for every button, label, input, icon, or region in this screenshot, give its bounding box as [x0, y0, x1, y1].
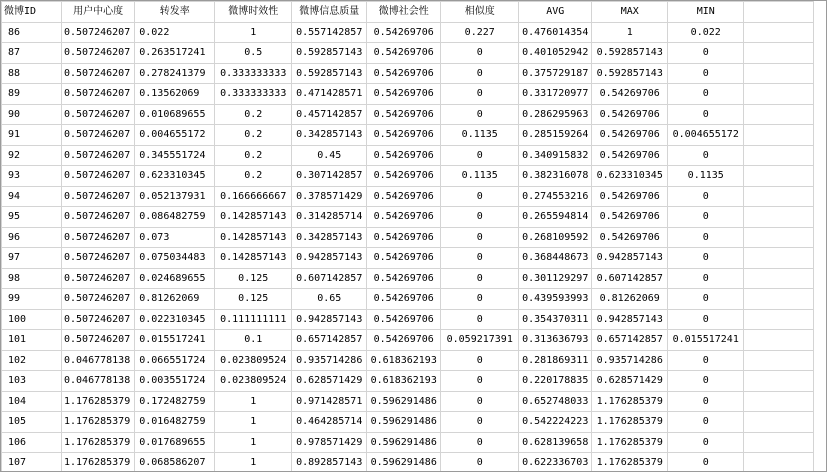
table-cell[interactable]: 0.1135: [441, 125, 519, 146]
table-cell[interactable]: [744, 145, 814, 166]
table-cell[interactable]: 0.342857143: [292, 125, 367, 146]
table-cell[interactable]: 0.010689655: [135, 104, 215, 125]
table-cell[interactable]: 104: [2, 391, 62, 412]
table-row: [2, 84, 814, 105]
table-cell[interactable]: 0.301129297: [519, 268, 592, 289]
table-row: [2, 432, 814, 453]
table-cell[interactable]: 0.1135: [668, 166, 744, 187]
table-cell[interactable]: 0.052137931: [135, 186, 215, 207]
table-cell[interactable]: 0: [441, 43, 519, 64]
table-cell[interactable]: 0.542224223: [519, 412, 592, 433]
table-cell[interactable]: 0: [668, 289, 744, 310]
table-cell[interactable]: 91: [2, 125, 62, 146]
table-cell[interactable]: 0.075034483: [135, 248, 215, 269]
table-body: [2, 22, 814, 472]
table-cell[interactable]: 0.618362193: [367, 371, 441, 392]
table-cell[interactable]: 0.592857143: [592, 63, 668, 84]
table-cell[interactable]: 0: [668, 248, 744, 269]
table-cell[interactable]: 0: [668, 227, 744, 248]
table-cell[interactable]: [744, 63, 814, 84]
table-cell[interactable]: 0.507246207: [62, 84, 135, 105]
table-cell[interactable]: 0.54269706: [367, 104, 441, 125]
table-cell[interactable]: 0.142857143: [215, 227, 292, 248]
table-cell[interactable]: 0.507246207: [62, 248, 135, 269]
table-cell[interactable]: 0.015517241: [668, 330, 744, 351]
table-cell[interactable]: 0.274553216: [519, 186, 592, 207]
table-cell[interactable]: 0.507246207: [62, 125, 135, 146]
table-cell[interactable]: 0: [668, 63, 744, 84]
table-cell[interactable]: 0: [441, 350, 519, 371]
table-cell[interactable]: 0.5: [215, 43, 292, 64]
table-row: [2, 350, 814, 371]
table-cell[interactable]: 1.176285379: [62, 391, 135, 412]
table-cell[interactable]: 0.54269706: [367, 145, 441, 166]
table-cell[interactable]: 0.54269706: [367, 227, 441, 248]
table-cell[interactable]: 0.54269706: [367, 207, 441, 228]
table-cell[interactable]: 106: [2, 432, 62, 453]
table-cell[interactable]: 0.54269706: [367, 268, 441, 289]
table-row: [2, 43, 814, 64]
table-cell[interactable]: 0: [441, 207, 519, 228]
table-cell[interactable]: 0: [441, 309, 519, 330]
table-cell[interactable]: 105: [2, 412, 62, 433]
table-cell[interactable]: 0.54269706: [592, 84, 668, 105]
table-row: [2, 145, 814, 166]
table-cell[interactable]: 0.65: [292, 289, 367, 310]
table-cell[interactable]: 87: [2, 43, 62, 64]
table-row: [2, 207, 814, 228]
table-cell[interactable]: 0: [668, 309, 744, 330]
table-cell[interactable]: 0.046778138: [62, 371, 135, 392]
table-cell[interactable]: 0.476014354: [519, 22, 592, 43]
table-cell[interactable]: [744, 207, 814, 228]
table-row: [2, 186, 814, 207]
table-cell[interactable]: 0.507246207: [62, 289, 135, 310]
table-cell[interactable]: 0.607142857: [292, 268, 367, 289]
table-cell[interactable]: 0: [441, 84, 519, 105]
table-cell[interactable]: 0.354370311: [519, 309, 592, 330]
table-cell[interactable]: 0.004655172: [668, 125, 744, 146]
table-cell[interactable]: 0.942857143: [592, 248, 668, 269]
column-header[interactable]: 微博信息质量: [292, 2, 367, 23]
table-cell[interactable]: 1: [215, 391, 292, 412]
table-cell[interactable]: 95: [2, 207, 62, 228]
table-cell[interactable]: 0: [441, 412, 519, 433]
table-cell[interactable]: [744, 453, 814, 472]
table-cell[interactable]: 1: [592, 22, 668, 43]
column-header[interactable]: 用户中心度: [62, 2, 135, 23]
column-header[interactable]: 微博社会性: [367, 2, 441, 23]
table-cell[interactable]: 0.592857143: [292, 63, 367, 84]
table-cell[interactable]: 0.125: [215, 289, 292, 310]
table-cell[interactable]: 0: [441, 186, 519, 207]
table-cell[interactable]: 0.016482759: [135, 412, 215, 433]
table-cell[interactable]: [744, 289, 814, 310]
table-cell[interactable]: 0.1: [215, 330, 292, 351]
table-cell[interactable]: 88: [2, 63, 62, 84]
table-cell[interactable]: 0: [668, 268, 744, 289]
table-cell[interactable]: 0.172482759: [135, 391, 215, 412]
table-cell[interactable]: 0.54269706: [367, 330, 441, 351]
table-cell[interactable]: 0: [441, 432, 519, 453]
table-cell[interactable]: 0: [668, 207, 744, 228]
table-cell[interactable]: 1: [215, 432, 292, 453]
table-cell[interactable]: 0.507246207: [62, 309, 135, 330]
table-cell[interactable]: 1.176285379: [62, 412, 135, 433]
table-cell[interactable]: [744, 309, 814, 330]
table-cell[interactable]: 0.54269706: [367, 84, 441, 105]
table-cell[interactable]: 0.623310345: [135, 166, 215, 187]
table-cell[interactable]: 0.142857143: [215, 207, 292, 228]
table-cell[interactable]: 0: [441, 453, 519, 472]
table-cell[interactable]: 0.003551724: [135, 371, 215, 392]
table-cell[interactable]: 0.439593993: [519, 289, 592, 310]
table-cell[interactable]: 0.628571429: [292, 371, 367, 392]
table-cell[interactable]: 0.81262069: [135, 289, 215, 310]
table-cell[interactable]: 0.652748033: [519, 391, 592, 412]
table-cell[interactable]: 0.557142857: [292, 22, 367, 43]
table-cell[interactable]: 0.340915832: [519, 145, 592, 166]
column-header[interactable]: MAX: [592, 2, 668, 23]
table-cell[interactable]: 0.331720977: [519, 84, 592, 105]
table-cell[interactable]: 0.54269706: [592, 227, 668, 248]
table-cell[interactable]: 0.1135: [441, 166, 519, 187]
table-cell[interactable]: 0.022310345: [135, 309, 215, 330]
table-cell[interactable]: 0.657142857: [292, 330, 367, 351]
table-cell[interactable]: 0.471428571: [292, 84, 367, 105]
table-cell[interactable]: 0: [441, 289, 519, 310]
table-cell[interactable]: 0.268109592: [519, 227, 592, 248]
table-cell[interactable]: 1: [215, 22, 292, 43]
table-row: [2, 412, 814, 433]
table-cell[interactable]: 0.059217391: [441, 330, 519, 351]
table-cell[interactable]: 0.507246207: [62, 63, 135, 84]
table-cell[interactable]: 102: [2, 350, 62, 371]
column-header[interactable]: 微博ID: [2, 2, 62, 23]
table-cell[interactable]: 0: [668, 453, 744, 472]
table-cell[interactable]: 0.342857143: [292, 227, 367, 248]
table-cell[interactable]: 0.596291486: [367, 432, 441, 453]
table-cell[interactable]: 0.023809524: [215, 350, 292, 371]
table-row: [2, 166, 814, 187]
table-cell[interactable]: 0.2: [215, 125, 292, 146]
table-cell[interactable]: 0.592857143: [292, 43, 367, 64]
table-cell[interactable]: 94: [2, 186, 62, 207]
table-cell[interactable]: 0.54269706: [592, 125, 668, 146]
table-cell[interactable]: 103: [2, 371, 62, 392]
table-cell[interactable]: 0.066551724: [135, 350, 215, 371]
table-cell[interactable]: 0.068586207: [135, 453, 215, 472]
table-cell[interactable]: 0.592857143: [592, 43, 668, 64]
table-cell[interactable]: 0: [668, 371, 744, 392]
table-cell[interactable]: 100: [2, 309, 62, 330]
table-cell[interactable]: 0.464285714: [292, 412, 367, 433]
table-cell[interactable]: [744, 391, 814, 412]
table-cell[interactable]: 0.125: [215, 268, 292, 289]
table-cell[interactable]: 0.285159264: [519, 125, 592, 146]
table-cell[interactable]: 0: [668, 145, 744, 166]
table-cell[interactable]: 0: [668, 186, 744, 207]
table-cell[interactable]: 0.015517241: [135, 330, 215, 351]
column-header[interactable]: 相似度: [441, 2, 519, 23]
table-cell[interactable]: 97: [2, 248, 62, 269]
table-cell[interactable]: 0: [668, 391, 744, 412]
table-row: [2, 330, 814, 351]
table-cell[interactable]: 0: [441, 268, 519, 289]
table-cell[interactable]: 89: [2, 84, 62, 105]
table-cell[interactable]: [744, 350, 814, 371]
table-cell[interactable]: 0.892857143: [292, 453, 367, 472]
table-cell[interactable]: 0.507246207: [62, 330, 135, 351]
table-row: [2, 371, 814, 392]
table-row: [2, 125, 814, 146]
table-cell[interactable]: 1: [215, 412, 292, 433]
table-cell[interactable]: 0.13562069: [135, 84, 215, 105]
table-cell[interactable]: [744, 227, 814, 248]
table-row: [2, 22, 814, 43]
table-cell[interactable]: [744, 84, 814, 105]
table-row: [2, 63, 814, 84]
table-cell[interactable]: 0.017689655: [135, 432, 215, 453]
table-cell[interactable]: 0.54269706: [592, 145, 668, 166]
table-cell[interactable]: [744, 22, 814, 43]
table-cell[interactable]: 93: [2, 166, 62, 187]
table-cell[interactable]: 0.142857143: [215, 248, 292, 269]
table-cell[interactable]: 0.54269706: [367, 22, 441, 43]
table-cell[interactable]: 101: [2, 330, 62, 351]
table-cell[interactable]: 0.022: [668, 22, 744, 43]
table-cell[interactable]: 0.024689655: [135, 268, 215, 289]
table-cell[interactable]: 1.176285379: [62, 432, 135, 453]
table-cell[interactable]: 0.618362193: [367, 350, 441, 371]
table-cell[interactable]: 0.935714286: [592, 350, 668, 371]
table-cell[interactable]: 0.596291486: [367, 453, 441, 472]
table-cell[interactable]: 0.657142857: [592, 330, 668, 351]
table-cell[interactable]: 0.45: [292, 145, 367, 166]
table-cell[interactable]: 0: [441, 104, 519, 125]
table-cell[interactable]: 0.81262069: [592, 289, 668, 310]
table-cell[interactable]: 0: [441, 248, 519, 269]
table-cell[interactable]: 0: [668, 432, 744, 453]
table-cell[interactable]: 0.220178835: [519, 371, 592, 392]
table-cell[interactable]: 0.368448673: [519, 248, 592, 269]
table-row: [2, 268, 814, 289]
table-cell[interactable]: 0.507246207: [62, 166, 135, 187]
table-cell[interactable]: 0.507246207: [62, 227, 135, 248]
table-cell[interactable]: 0.281869311: [519, 350, 592, 371]
table-cell[interactable]: 0.54269706: [367, 166, 441, 187]
table-cell[interactable]: 1.176285379: [592, 432, 668, 453]
table-cell[interactable]: 0.2: [215, 145, 292, 166]
table-cell[interactable]: 0.507246207: [62, 186, 135, 207]
table-cell[interactable]: 90: [2, 104, 62, 125]
table-cell[interactable]: 0.378571429: [292, 186, 367, 207]
table-cell[interactable]: 0.457142857: [292, 104, 367, 125]
table-cell[interactable]: 0.313636793: [519, 330, 592, 351]
table-cell[interactable]: 96: [2, 227, 62, 248]
table-cell[interactable]: 0.345551724: [135, 145, 215, 166]
table-cell[interactable]: 0.278241379: [135, 63, 215, 84]
column-header[interactable]: 微博时效性: [215, 2, 292, 23]
table-cell[interactable]: 0.507246207: [62, 104, 135, 125]
table-cell[interactable]: 92: [2, 145, 62, 166]
table-cell[interactable]: 0.942857143: [592, 309, 668, 330]
table-cell[interactable]: 0.111111111: [215, 309, 292, 330]
table-cell[interactable]: 0.54269706: [367, 248, 441, 269]
table-cell[interactable]: [744, 432, 814, 453]
table-cell[interactable]: 0.046778138: [62, 350, 135, 371]
table-row: [2, 248, 814, 269]
table-row: [2, 104, 814, 125]
table-cell[interactable]: 1.176285379: [592, 391, 668, 412]
table-row: [2, 227, 814, 248]
table-row: [2, 453, 814, 472]
table-cell[interactable]: 0.942857143: [292, 248, 367, 269]
data-table: [1, 1, 814, 472]
table-row: [2, 289, 814, 310]
table-cell[interactable]: [744, 104, 814, 125]
table-cell[interactable]: 0.935714286: [292, 350, 367, 371]
table-cell[interactable]: 0.333333333: [215, 63, 292, 84]
table-cell[interactable]: 0.166666667: [215, 186, 292, 207]
table-cell[interactable]: 0.54269706: [592, 186, 668, 207]
table-cell[interactable]: 0.022: [135, 22, 215, 43]
table-cell[interactable]: 107: [2, 453, 62, 472]
table-cell[interactable]: 0: [441, 391, 519, 412]
table-cell[interactable]: 0.54269706: [592, 104, 668, 125]
table-cell[interactable]: 0.286295963: [519, 104, 592, 125]
table-cell[interactable]: 0.596291486: [367, 412, 441, 433]
table-cell[interactable]: 0.607142857: [592, 268, 668, 289]
table-cell[interactable]: 0.54269706: [367, 63, 441, 84]
table-cell[interactable]: [744, 412, 814, 433]
table-cell[interactable]: 0.023809524: [215, 371, 292, 392]
table-cell[interactable]: 0.2: [215, 104, 292, 125]
table-cell[interactable]: 0: [441, 63, 519, 84]
table-cell[interactable]: 0.622336703: [519, 453, 592, 472]
table-cell[interactable]: [744, 248, 814, 269]
table-cell[interactable]: 0.623310345: [592, 166, 668, 187]
table-cell[interactable]: 0: [668, 104, 744, 125]
table-cell[interactable]: 0.628139658: [519, 432, 592, 453]
table-cell[interactable]: 0.54269706: [367, 125, 441, 146]
table-cell[interactable]: 1: [215, 453, 292, 472]
table-cell[interactable]: [744, 268, 814, 289]
header-row: [2, 2, 814, 23]
table-row: [2, 391, 814, 412]
table-cell[interactable]: 1.176285379: [62, 453, 135, 472]
table-cell[interactable]: 98: [2, 268, 62, 289]
table-cell[interactable]: 0.004655172: [135, 125, 215, 146]
table-cell[interactable]: 0.507246207: [62, 207, 135, 228]
table-cell[interactable]: 0: [441, 227, 519, 248]
table-cell[interactable]: 1.176285379: [592, 412, 668, 433]
column-header[interactable]: [744, 2, 814, 23]
table-cell[interactable]: 0: [441, 371, 519, 392]
table-cell[interactable]: 0.314285714: [292, 207, 367, 228]
table-cell[interactable]: 0.54269706: [367, 289, 441, 310]
column-header[interactable]: MIN: [668, 2, 744, 23]
table-cell[interactable]: [744, 186, 814, 207]
table-cell[interactable]: 0.307142857: [292, 166, 367, 187]
table-cell[interactable]: 0.375729187: [519, 63, 592, 84]
table-cell[interactable]: 0.227: [441, 22, 519, 43]
table-cell[interactable]: 0.086482759: [135, 207, 215, 228]
table-cell[interactable]: 0.628571429: [592, 371, 668, 392]
table-cell[interactable]: 0.401052942: [519, 43, 592, 64]
table-cell[interactable]: 0: [441, 145, 519, 166]
table-cell[interactable]: [744, 371, 814, 392]
table-cell[interactable]: 0: [668, 412, 744, 433]
table-cell[interactable]: [744, 166, 814, 187]
table-cell[interactable]: 0.942857143: [292, 309, 367, 330]
table-cell[interactable]: [744, 125, 814, 146]
table-cell[interactable]: 0.073: [135, 227, 215, 248]
column-header[interactable]: 转发率: [135, 2, 215, 23]
table-cell[interactable]: 0.507246207: [62, 145, 135, 166]
table-cell[interactable]: 0.978571429: [292, 432, 367, 453]
table-cell[interactable]: 0.507246207: [62, 268, 135, 289]
table-cell[interactable]: 0.54269706: [367, 186, 441, 207]
table-cell[interactable]: 0.265594814: [519, 207, 592, 228]
table-cell[interactable]: 0: [668, 84, 744, 105]
table-cell[interactable]: 0.507246207: [62, 43, 135, 64]
table-row: [2, 309, 814, 330]
table-cell[interactable]: [744, 330, 814, 351]
table-cell[interactable]: 0.2: [215, 166, 292, 187]
table-cell[interactable]: 0: [668, 350, 744, 371]
table-cell[interactable]: 0.54269706: [592, 207, 668, 228]
column-header[interactable]: AVG: [519, 2, 592, 23]
table-cell[interactable]: 99: [2, 289, 62, 310]
table-cell[interactable]: 86: [2, 22, 62, 43]
table-cell[interactable]: 0.54269706: [367, 43, 441, 64]
table-cell[interactable]: 1.176285379: [592, 453, 668, 472]
table-cell[interactable]: 0.971428571: [292, 391, 367, 412]
table-cell[interactable]: 0.596291486: [367, 391, 441, 412]
table-cell[interactable]: [744, 43, 814, 64]
table-cell[interactable]: 0.507246207: [62, 22, 135, 43]
table-cell[interactable]: 0.382316078: [519, 166, 592, 187]
table-cell[interactable]: 0.54269706: [367, 309, 441, 330]
table-cell[interactable]: 0.333333333: [215, 84, 292, 105]
table-cell[interactable]: 0: [668, 43, 744, 64]
table-cell[interactable]: 0.263517241: [135, 43, 215, 64]
